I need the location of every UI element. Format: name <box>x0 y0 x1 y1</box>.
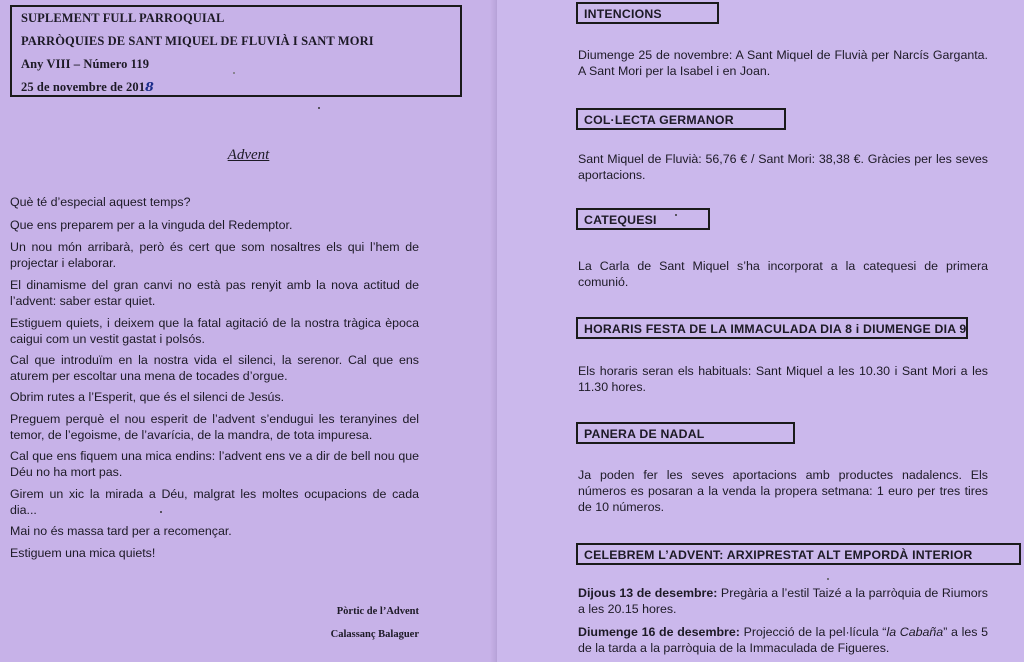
speck-mark <box>827 578 829 580</box>
masthead-title: SUPLEMENT FULL PARROQUIAL <box>21 11 225 25</box>
advent-paragraph: Estiguem quiets, i deixem que la fatal agitació de la nostra tràgica època caigui com un vestit gastat i polsós. <box>10 316 419 346</box>
masthead-parishes: PARRÒQUIES DE SANT MIQUEL DE FLUVIÀ I SANT MORI <box>21 34 374 48</box>
advent-source: Pòrtic de l’Advent <box>336 606 419 617</box>
panera-text: Ja poden fer les seves aportacions amb productes nadalencs. Els números es posaran a la venda la propera setmana: 1 euro per tres tires de 10 números. <box>578 468 988 514</box>
celebrem-event-2-film: la Cabaña <box>886 625 944 639</box>
advent-author: Calassanç Balaguer <box>330 629 419 640</box>
collecta-text: Sant Miquel de Fluvià: 56,76 € / Sant Mori: 38,38 €. Gràcies per les seves aportacions. <box>578 152 988 182</box>
speck-mark <box>675 214 677 216</box>
advent-paragraph: Cal que ens fiquem una mica endins: l’advent ens ve a dir de bell nou que Déu no ha mort pas. <box>10 449 419 479</box>
advent-paragraph: Preguem perquè el nou esperit de l’advent s’endugui les teranyines del temor, de l’egoisme, de l’avarícia, de la mandra, de tota impuresa. <box>10 412 419 442</box>
collecta-heading: COL·LECTA GERMANOR <box>576 108 786 130</box>
advent-paragraph: Cal que introduïm en la nostra vida el silenci, la serenor. Cal que ens aturem per escoltar una mena de tocades d’orgue. <box>10 353 419 383</box>
celebrem-event-2 <box>578 624 988 656</box>
advent-paragraph: Mai no és massa tard per a recomençar. <box>10 524 232 538</box>
celebrem-event-1-date: Dijous 13 de desembre: <box>578 586 718 600</box>
masthead-date-handwritten: 8 <box>145 79 154 94</box>
celebrem-event-2-text-a: Projecció de la pel·lícula “ <box>739 625 887 639</box>
advent-paragraph: Què té d’especial aquest temps? <box>10 195 191 209</box>
speck-mark <box>160 511 162 513</box>
right-page <box>497 0 1024 662</box>
advent-paragraph: Obrim rutes a l’Esperit, que és el silenci de Jesús. <box>10 390 285 404</box>
masthead-box <box>10 5 462 97</box>
advent-paragraph: Estiguem una mica quiets! <box>10 546 156 560</box>
intencions-text: Diumenge 25 de novembre: A Sant Miquel de Fluvià per Narcís Garganta. A Sant Mori per la Isabel i en Joan. <box>578 48 988 78</box>
horaris-heading: HORARIS FESTA DE LA IMMACULADA DIA 8 i DIUMENGE DIA 9 <box>576 317 968 339</box>
masthead-issue: Any VIII – Número 119 <box>21 57 150 71</box>
masthead-date-printed: 25 de novembre de 201 <box>21 80 146 94</box>
celebrem-heading: CELEBREM L’ADVENT: ARXIPRESTAT ALT EMPORDÀ INTERIOR <box>576 543 1021 565</box>
catequesi-heading: CATEQUESI <box>576 208 710 230</box>
advent-paragraph: Girem un xic la mirada a Déu, malgrat les moltes ocupacions de cada dia... <box>10 487 419 517</box>
speck-mark <box>233 72 235 74</box>
celebrem-event-2-text-b: ” a les 5 de la tarda a la parròquia de la Immaculada de Figueres. <box>578 625 989 655</box>
advent-paragraph: Un nou món arribarà, però és cert que som nosaltres els qui l’hem de projectar i elaborar. <box>10 240 419 270</box>
left-page <box>0 0 497 662</box>
advent-paragraph: El dinamisme del gran canvi no està pas renyit amb la nova actitud de l’advent: saber estar quiet. <box>10 278 419 308</box>
speck-mark <box>318 107 320 109</box>
advent-paragraph: Que ens preparem per a la vinguda del Redemptor. <box>10 218 293 232</box>
celebrem-event-1 <box>578 585 988 617</box>
panera-heading: PANERA DE NADAL <box>576 422 795 444</box>
advent-title: Advent <box>227 147 270 163</box>
masthead-date <box>21 79 154 95</box>
intencions-heading: INTENCIONS <box>576 2 719 24</box>
celebrem-event-1-text: Pregària a l’estil Taizé a la parròquia de Riumors a les 20.15 hores. <box>578 586 988 616</box>
horaris-text: Els horaris seran els habituals: Sant Miquel a les 10.30 i Sant Mori a les 11.30 hores. <box>578 364 988 394</box>
celebrem-event-2-date: Diumenge 16 de desembre: <box>578 625 740 639</box>
catequesi-text: La Carla de Sant Miquel s’ha incorporat a la catequesi de primera comunió. <box>578 259 988 289</box>
